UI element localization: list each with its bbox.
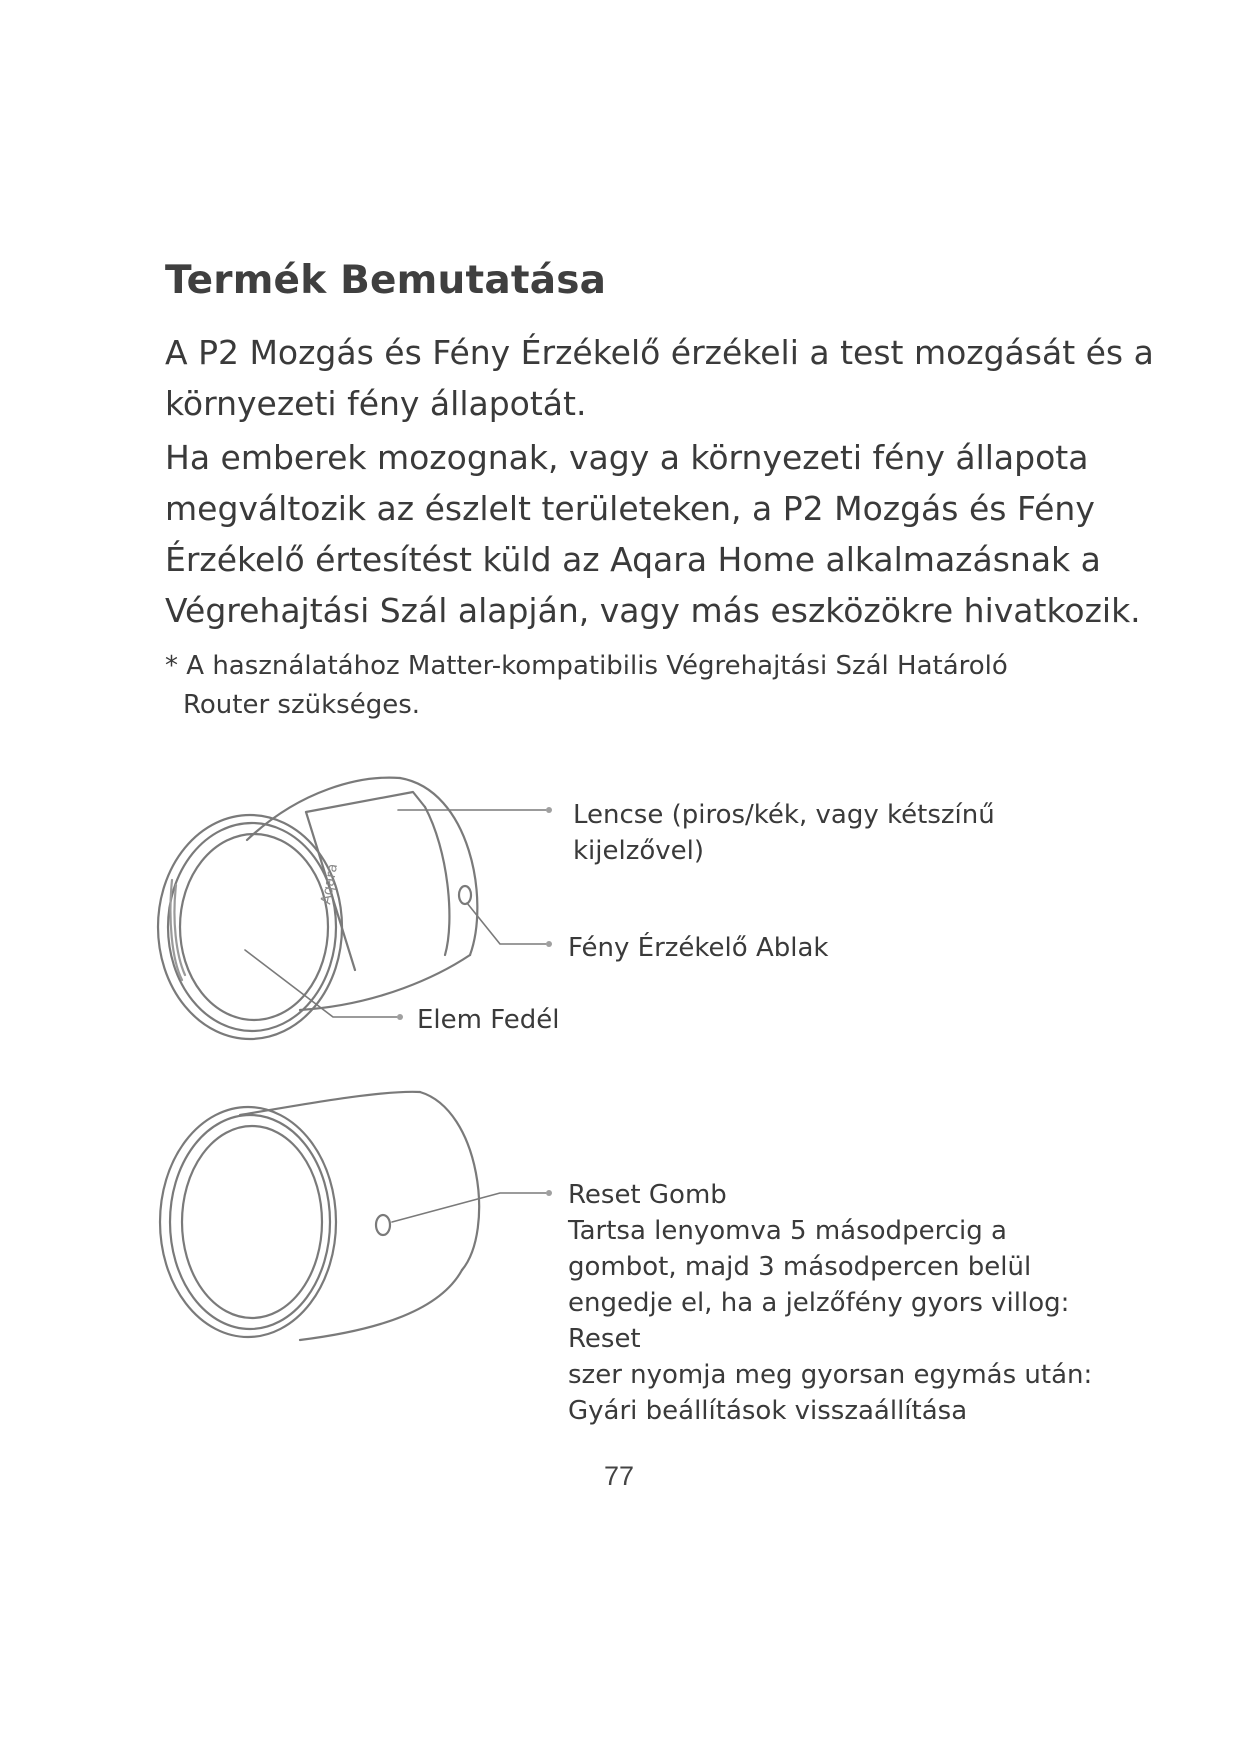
description-line-1: Ha emberek mozognak, vagy a környezeti fény állapota	[165, 438, 1089, 477]
footnote-line-2: Router szükséges.	[183, 690, 421, 720]
reset-line-4: Reset	[568, 1324, 641, 1354]
page-number: 77	[604, 1461, 635, 1491]
battery-cover-leader-line	[245, 950, 397, 1017]
battery-cover-label: Elem Fedél	[417, 1005, 560, 1035]
reset-title: Reset Gomb	[568, 1180, 727, 1210]
intro-line-1: A P2 Mozgás és Fény Érzékelő érzékeli a test mozgását és a	[165, 333, 1154, 372]
lens-label	[573, 797, 995, 869]
reset-line-1: Tartsa lenyomva 5 másodpercig a	[568, 1216, 1007, 1246]
reset-description	[568, 1177, 1092, 1429]
description-line-3: Érzékelő értesítést küld az Aqara Home alkalmazásnak a	[165, 540, 1101, 579]
lens-leader-dot	[546, 807, 552, 813]
reset-leader-dot	[546, 1190, 552, 1196]
lens-label-line-2: kijelzővel)	[573, 836, 705, 866]
reset-line-2: gombot, majd 3 másodpercen belül	[568, 1252, 1032, 1282]
page-title: Termék Bemutatása	[165, 258, 607, 303]
footnote-line-1: * A használatához Matter-kompatibilis Végrehajtási Szál Határoló	[165, 651, 1008, 681]
reset-leader-line	[392, 1193, 546, 1222]
intro-line-2: környezeti fény állapotát.	[165, 384, 587, 423]
light-window-leader-dot	[546, 941, 552, 947]
lens-label-line-1: Lencse (piros/kék, vagy kétszínű	[573, 800, 995, 830]
reset-line-6: Gyári beállítások visszaállítása	[568, 1396, 968, 1426]
battery-cover-leader-dot	[397, 1014, 403, 1020]
description-line-4: Végrehajtási Szál alapján, vagy más eszközökre hivatkozik.	[165, 591, 1141, 630]
light-window-label: Fény Érzékelő Ablak	[568, 933, 829, 963]
reset-line-5: szer nyomja meg gyorsan egymás után:	[568, 1360, 1093, 1390]
sensor-back-illustration	[160, 1092, 479, 1340]
sensor-front-illustration	[158, 778, 477, 1039]
light-window-leader-line	[467, 903, 546, 944]
description-line-2: megváltozik az észlelt területeken, a P2 Mozgás és Fény	[165, 489, 1095, 528]
device-logo: Aqara	[318, 862, 342, 906]
reset-line-3: engedje el, ha a jelzőfény gyors villog:	[568, 1288, 1070, 1318]
